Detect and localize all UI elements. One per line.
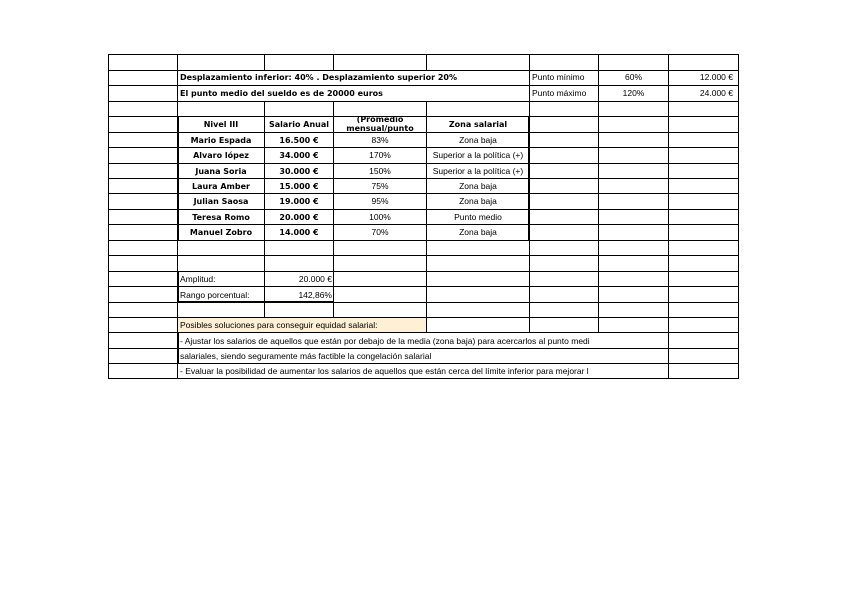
cell-zona: Zona baja [459,196,497,206]
cell-zona: Zona baja [459,181,497,191]
punto-minimo-valor: 12.000 € [699,72,733,82]
cell-nombre: Laura Amber [192,182,250,191]
cell-zona: Zona baja [459,227,497,237]
soluciones-title: Posibles soluciones para conseguir equidad salarial: [180,320,378,330]
cell-nombre: Juana Soria [195,167,247,176]
cell-zona: Superior a la política (+) [432,150,524,160]
cell-zona: Punto medio [454,212,502,222]
rango-label: Rango porcentual: [180,290,250,300]
punto-maximo-pct: 120% [622,88,645,98]
cell-salario: 20.000 € [279,213,319,222]
amplitud-valor: 20.000 € [298,274,332,284]
soluciones-linea-2: salariales, siendo seguramente más factible la congelación salarial [180,351,432,361]
cell-pct: 150% [369,166,391,176]
cell-salario: 16.500 € [279,136,319,145]
cell-pct: 70% [371,227,389,237]
cell-salario: 15.000 € [279,182,319,191]
cell-pct: 75% [371,181,389,191]
cell-pct: 83% [371,135,389,145]
header-nivel: Nivel III [203,120,239,129]
punto-minimo-pct: 60% [624,72,642,82]
cell-pct: 170% [369,150,391,160]
punto-maximo-valor: 24.000 € [699,88,733,98]
cell-nombre: Julian Saosa [193,197,249,206]
header-zona: Zona salarial [448,120,508,129]
amplitud-label: Amplitud: [180,274,216,284]
cell-salario: 19.000 € [279,197,319,206]
punto-maximo-label: Punto máximo [532,88,587,98]
cell-nombre: Teresa Romo [192,213,250,222]
cell-pct: 95% [371,196,389,206]
cell-nombre: Alvaro lópez [193,151,249,160]
cell-zona: Superior a la política (+) [432,166,524,176]
cell-nombre: Manuel Zobro [189,228,253,237]
cell-zona: Zona baja [459,135,497,145]
header-promedio: (Promedio mensual/punto [346,115,414,133]
cell-nombre: Mario Espada [190,136,252,145]
cell-salario: 30.000 € [279,167,319,176]
punto-medio-text: El punto medio del sueldo es de 20000 euros [180,89,383,98]
soluciones-linea-3: - Evaluar la posibilidad de aumentar los salarios de aquellos que están cerca del límite inferior para mejorar l [180,366,589,376]
desplazamiento-text: Desplazamiento inferior: 40% . Desplazamiento superior 20% [180,73,457,82]
cell-pct: 100% [369,212,391,222]
cell-salario: 14.000 € [279,228,319,237]
header-salario: Salario Anual [269,120,329,129]
rango-valor: 142,86% [298,290,332,300]
cell-salario: 34.000 € [279,151,319,160]
punto-minimo-label: Punto mínimo [532,72,585,82]
soluciones-linea-1: - Ajustar los salarios de aquellos que están por debajo de la media (zona baja) para acercarlos al punto medi [180,336,590,346]
